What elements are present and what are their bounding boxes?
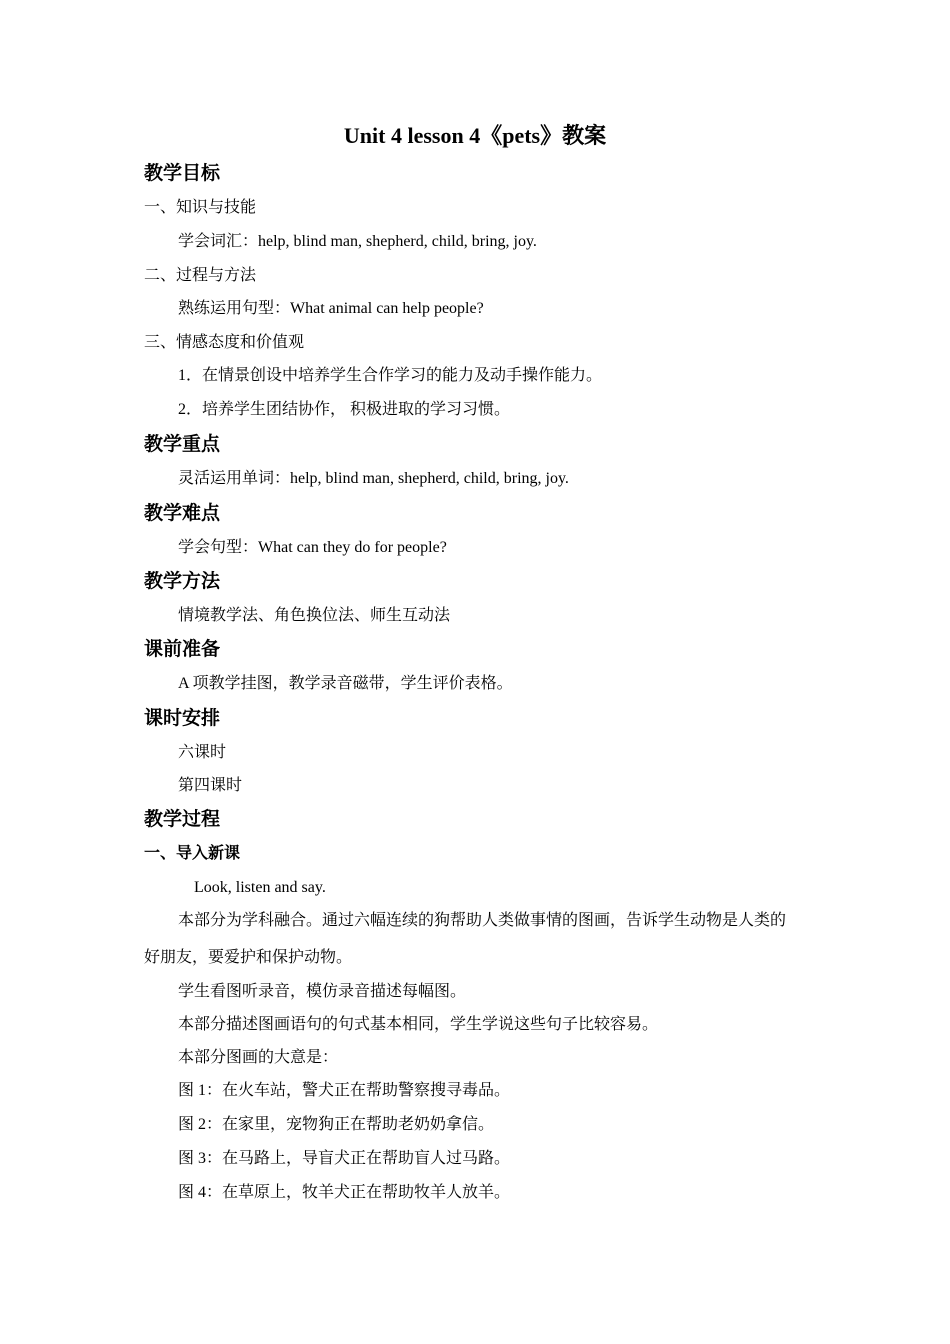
- goals-process-text: 熟练运用句型：What animal can help people?: [178, 300, 484, 317]
- goals-knowledge-heading: 一、知识与技能: [144, 199, 257, 216]
- process-subheading-1: 一、导入新课: [144, 845, 241, 862]
- process-picture-3: 图 3：在马路上，导盲犬正在帮助盲人过马路。: [178, 1150, 511, 1167]
- key-points-text: 灵活运用单词：help, blind man, shepherd, child, bring, joy.: [178, 470, 569, 487]
- goals-process-heading: 二、过程与方法: [144, 267, 257, 284]
- preparation-text: A 项教学挂图，教学录音磁带，学生评价表格。: [178, 675, 513, 692]
- document-title: Unit 4 lesson 4《pets》教案: [343, 123, 607, 148]
- section-heading-goals: 教学目标: [144, 163, 221, 184]
- process-picture-1: 图 1：在火车站，警犬正在帮助警察搜寻毒品。: [178, 1082, 511, 1099]
- process-look-listen-say: Look, listen and say.: [194, 879, 326, 896]
- process-paragraph-4: 本部分图画的大意是：: [178, 1049, 339, 1066]
- process-paragraph-3: 本部分描述图画语句的句式基本相同，学生学说这些句子比较容易。: [178, 1016, 659, 1033]
- section-heading-key-points: 教学重点: [144, 434, 221, 455]
- goals-emotion-item-1: 1．在情景创设中培养学生合作学习的能力及动手操作能力。: [178, 367, 603, 384]
- section-heading-process: 教学过程: [144, 809, 221, 830]
- section-heading-schedule: 课时安排: [144, 708, 221, 729]
- methods-text: 情境教学法、角色换位法、师生互动法: [178, 607, 451, 624]
- section-heading-methods: 教学方法: [144, 571, 221, 592]
- process-picture-2: 图 2：在家里，宠物狗正在帮助老奶奶拿信。: [178, 1116, 495, 1133]
- goals-knowledge-text: 学会词汇：help, blind man, shepherd, child, bring, joy.: [178, 233, 537, 250]
- process-picture-4: 图 4：在草原上，牧羊犬正在帮助牧羊人放羊。: [178, 1184, 511, 1201]
- process-paragraph-1b: 好朋友，要爱护和保护动物。: [144, 949, 353, 966]
- process-paragraph-2: 学生看图听录音，模仿录音描述每幅图。: [178, 983, 467, 1000]
- difficulties-text: 学会句型：What can they do for people?: [178, 539, 447, 556]
- section-heading-difficulties: 教学难点: [144, 503, 221, 524]
- goals-emotion-heading: 三、情感态度和价值观: [144, 334, 305, 351]
- schedule-line-2: 第四课时: [178, 777, 243, 794]
- schedule-line-1: 六课时: [178, 744, 227, 761]
- goals-emotion-item-2: 2．培养学生团结协作， 积极进取的学习习惯。: [178, 401, 511, 418]
- section-heading-preparation: 课前准备: [144, 639, 221, 660]
- process-paragraph-1a: 本部分为学科融合。通过六幅连续的狗帮助人类做事情的图画，告诉学生动物是人类的: [178, 912, 787, 929]
